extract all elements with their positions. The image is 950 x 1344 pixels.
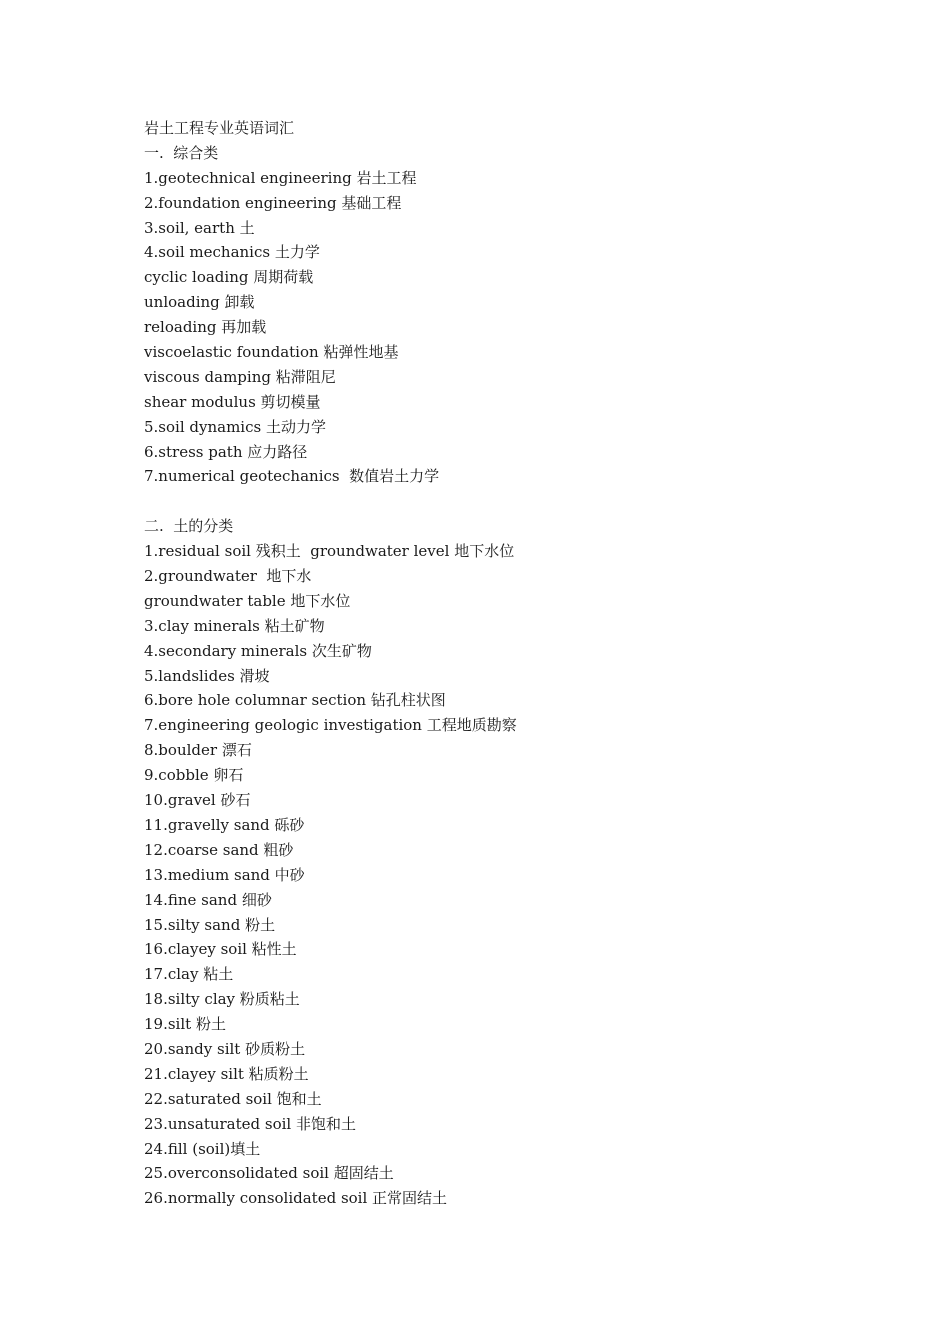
term-item: groundwater table 地下水位 xyxy=(144,591,351,610)
term-item: 6.stress path 应力路径 xyxy=(144,442,308,461)
term-item: 7.engineering geologic investigation 工程地质勘察 xyxy=(144,716,517,735)
term-item: viscoelastic foundation 粘弹性地基 xyxy=(144,343,399,362)
term-item: 21.clayey silt 粘质粉土 xyxy=(144,1064,309,1083)
term-item: 9.cobble 卵石 xyxy=(144,766,244,785)
term-item: 13.medium sand 中砂 xyxy=(144,865,305,884)
section-spacer xyxy=(144,489,904,514)
term-item: 22.saturated soil 饱和土 xyxy=(144,1089,322,1108)
term-item: 4.secondary minerals 次生矿物 xyxy=(144,641,372,660)
term-item: 5.landslides 滑坡 xyxy=(144,666,270,685)
term-item: 3.soil, earth 土 xyxy=(144,218,255,237)
term-item: viscous damping 粘滞阻尼 xyxy=(144,367,336,386)
term-item: 8.boulder 漂石 xyxy=(144,741,252,760)
section-soil-classification xyxy=(144,514,904,1211)
term-item: 5.soil dynamics 土动力学 xyxy=(144,417,326,436)
term-item: 19.silt 粉土 xyxy=(144,1015,226,1034)
term-item: 3.clay minerals 粘土矿物 xyxy=(144,616,325,635)
term-item: 16.clayey soil 粘性土 xyxy=(144,940,297,959)
term-item: 26.normally consolidated soil 正常固结土 xyxy=(144,1189,448,1208)
term-item: 23.unsaturated soil 非饱和土 xyxy=(144,1114,356,1133)
term-item: cyclic loading 周期荷载 xyxy=(144,268,314,287)
term-item: 20.sandy silt 砂质粉土 xyxy=(144,1039,306,1058)
term-item: shear modulus 剪切模量 xyxy=(144,392,321,411)
section-general xyxy=(144,141,904,489)
term-item: 1.geotechnical engineering 岩土工程 xyxy=(144,168,417,187)
section-heading: 二. 土的分类 xyxy=(144,517,234,536)
term-item: 6.bore hole columnar section 钻孔柱状图 xyxy=(144,691,446,710)
term-item: 1.residual soil 残积土 groundwater level 地下水位 xyxy=(144,542,515,561)
term-item: 2.foundation engineering 基础工程 xyxy=(144,193,402,212)
term-item: unloading 卸载 xyxy=(144,293,255,312)
term-item: 18.silty clay 粉质粘土 xyxy=(144,990,300,1009)
term-item: 15.silty sand 粉土 xyxy=(144,915,276,934)
term-item: reloading 再加载 xyxy=(144,318,267,337)
document-page xyxy=(144,116,904,1211)
term-item: 2.groundwater 地下水 xyxy=(144,567,312,586)
term-item: 7.numerical geotechanics 数值岩土力学 xyxy=(144,467,440,486)
term-item: 25.overconsolidated soil 超固结土 xyxy=(144,1164,394,1183)
term-item: 4.soil mechanics 土力学 xyxy=(144,243,320,262)
term-item: 11.gravelly sand 砾砂 xyxy=(144,815,305,834)
document-title: 岩土工程专业英语词汇 xyxy=(144,119,295,137)
term-item: 24.fill (soil)填土 xyxy=(144,1139,261,1158)
term-item: 14.fine sand 细砂 xyxy=(144,890,272,909)
term-item: 10.gravel 砂石 xyxy=(144,791,251,810)
section-heading: 一. 综合类 xyxy=(144,143,219,162)
term-item: 12.coarse sand 粗砂 xyxy=(144,840,294,859)
term-item: 17.clay 粘土 xyxy=(144,965,234,984)
